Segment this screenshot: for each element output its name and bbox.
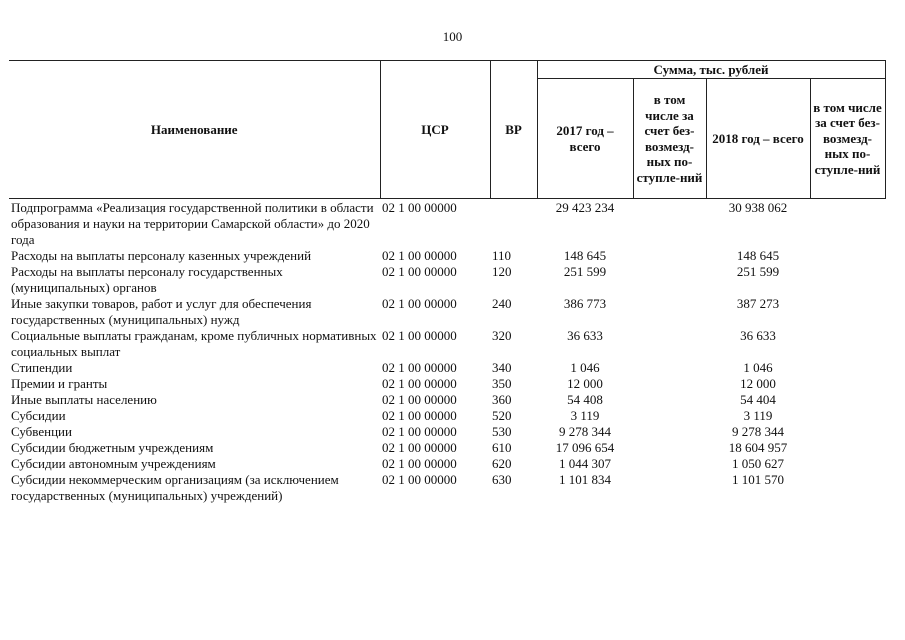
row-2018-total: 148 645 (736, 248, 780, 263)
row-2018-total: 3 119 (743, 408, 773, 423)
row-name: Премии и гранты (11, 376, 108, 391)
row-2017-total: 1 101 834 (559, 472, 611, 487)
row-csr: 02 1 00 00000 (382, 424, 457, 439)
header-2018-grants: в том числе за счет без-возмезд-ных по-ступле-ний (810, 79, 885, 199)
row-csr: 02 1 00 00000 (382, 472, 457, 487)
row-2018-total: 12 000 (740, 376, 776, 391)
table-row (9, 392, 885, 408)
row-name: Субсидии бюджетным учреждениям (11, 440, 214, 455)
header-csr: ЦСР (380, 61, 490, 199)
row-name: Субсидии некоммерческим организациям (за исключением государственных (муниципальных) учреждений) (11, 472, 339, 503)
row-2017-total: 386 773 (563, 296, 607, 311)
table-row (9, 360, 885, 376)
row-vr: 610 (492, 440, 512, 455)
row-2017-grants (633, 199, 706, 249)
row-2018-total: 387 273 (736, 296, 780, 311)
row-vr: 110 (492, 248, 512, 263)
table-row (9, 440, 885, 456)
row-2017-total: 54 408 (567, 392, 603, 407)
row-name: Субсидии (11, 408, 66, 423)
row-csr: 02 1 00 00000 (382, 440, 457, 455)
row-2018-total: 1 050 627 (732, 456, 784, 471)
row-csr: 02 1 00 00000 (382, 328, 457, 343)
row-2018-grants (810, 408, 885, 424)
table-row (9, 424, 885, 440)
header-2017-total: 2017 год – всего (537, 79, 633, 199)
table-row (9, 248, 885, 264)
row-2018-total: 1 046 (743, 360, 773, 375)
row-vr: 240 (492, 296, 512, 311)
row-2018-total: 18 604 957 (728, 440, 788, 455)
row-2018-grants (810, 328, 885, 360)
row-2018-total: 30 938 062 (728, 200, 788, 215)
row-vr: 340 (492, 360, 512, 375)
row-2018-total: 251 599 (736, 264, 780, 279)
row-2017-total: 12 000 (567, 376, 603, 391)
table-body (9, 199, 885, 505)
row-vr: 120 (492, 264, 512, 279)
row-csr: 02 1 00 00000 (382, 376, 457, 391)
row-csr: 02 1 00 00000 (382, 360, 457, 375)
row-vr: 630 (492, 472, 512, 487)
row-2017-grants (633, 248, 706, 264)
row-name: Расходы на выплаты персоналу государственных (муниципальных) органов (11, 264, 283, 295)
row-csr: 02 1 00 00000 (382, 408, 457, 423)
row-vr: 320 (492, 328, 512, 343)
row-csr: 02 1 00 00000 (382, 248, 457, 263)
budget-table (9, 60, 886, 504)
row-name: Иные закупки товаров, работ и услуг для обеспечения государственных (муниципальных) нужд (11, 296, 312, 327)
row-2018-grants (810, 440, 885, 456)
row-name: Стипендии (11, 360, 73, 375)
table-row (9, 376, 885, 392)
row-2017-grants (633, 456, 706, 472)
row-name: Расходы на выплаты персоналу казенных учреждений (11, 248, 312, 263)
header-2017-grants: в том числе за счет без-возмезд-ных по-ступле-ний (633, 79, 706, 199)
row-vr: 620 (492, 456, 512, 471)
row-2018-total: 54 404 (740, 392, 776, 407)
table-row (9, 199, 885, 249)
row-name: Субсидии автономным учреждениям (11, 456, 216, 471)
row-2018-total: 36 633 (740, 328, 776, 343)
row-2018-grants (810, 392, 885, 408)
row-2017-total: 36 633 (567, 328, 603, 343)
row-2017-total: 9 278 344 (559, 424, 611, 439)
row-2017-total: 29 423 234 (555, 200, 615, 215)
row-2017-total: 251 599 (563, 264, 607, 279)
header-sum-group: Сумма, тыс. рублей (537, 61, 885, 79)
row-name: Иные выплаты населению (11, 392, 157, 407)
table-row (9, 328, 885, 360)
row-2018-total: 9 278 344 (732, 424, 784, 439)
row-vr: 350 (492, 376, 512, 391)
row-2017-total: 3 119 (570, 408, 600, 423)
row-2018-grants (810, 456, 885, 472)
row-vr: 530 (492, 424, 512, 439)
header-name: Наименование (9, 61, 380, 199)
table-row (9, 408, 885, 424)
row-csr: 02 1 00 00000 (382, 200, 457, 215)
row-2018-grants (810, 296, 885, 328)
page-number: 100 (442, 29, 463, 44)
row-2017-grants (633, 392, 706, 408)
row-2017-total: 148 645 (563, 248, 607, 263)
row-2018-total: 1 101 570 (732, 472, 784, 487)
row-2018-grants (810, 472, 885, 504)
row-csr: 02 1 00 00000 (382, 456, 457, 471)
header-vr: ВР (490, 61, 537, 199)
row-2017-grants (633, 360, 706, 376)
row-vr: 360 (492, 392, 512, 407)
row-2018-grants (810, 199, 885, 249)
row-2017-grants (633, 296, 706, 328)
row-2018-grants (810, 424, 885, 440)
row-2018-grants (810, 248, 885, 264)
table-header (9, 61, 885, 199)
row-csr: 02 1 00 00000 (382, 296, 457, 311)
row-2017-grants (633, 408, 706, 424)
table-row (9, 456, 885, 472)
row-vr (490, 199, 537, 249)
row-2017-total: 1 046 (570, 360, 600, 375)
row-2018-grants (810, 376, 885, 392)
row-2017-total: 1 044 307 (559, 456, 611, 471)
row-2018-grants (810, 264, 885, 296)
row-2017-grants (633, 440, 706, 456)
row-2017-grants (633, 328, 706, 360)
row-2017-grants (633, 472, 706, 504)
table-row (9, 296, 885, 328)
row-csr: 02 1 00 00000 (382, 264, 457, 279)
row-name: Социальные выплаты гражданам, кроме публичных нормативных социальных выплат (11, 328, 377, 359)
row-2017-grants (633, 376, 706, 392)
table-row (9, 472, 885, 504)
row-csr: 02 1 00 00000 (382, 392, 457, 407)
row-name: Субвенции (11, 424, 72, 439)
row-vr: 520 (492, 408, 512, 423)
row-2017-total: 17 096 654 (555, 440, 615, 455)
row-name: Подпрограмма «Реализация государственной политики в области образования и науки на территории Самарской области» до 2020 года (11, 200, 374, 247)
row-2017-grants (633, 264, 706, 296)
table-row (9, 264, 885, 296)
header-2018-total: 2018 год – всего (706, 79, 810, 199)
row-2017-grants (633, 424, 706, 440)
row-2018-grants (810, 360, 885, 376)
